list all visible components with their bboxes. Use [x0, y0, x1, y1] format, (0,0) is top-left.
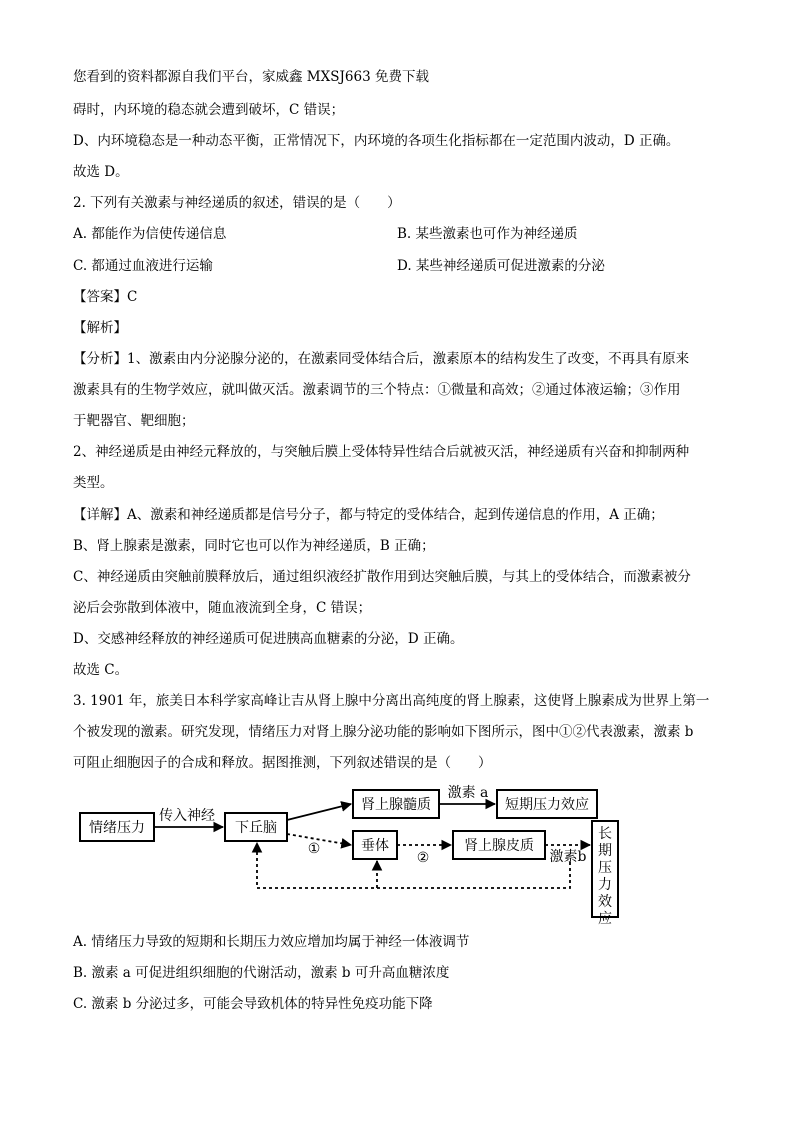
analysis-line: 2、神经递质是由神经元释放的，与突触后膜上受体特异性结合后就被灭活，神经递质有兴奋和抑制两种 [73, 444, 690, 460]
option-2a: A. 都能作为信使传递信息 [73, 226, 227, 242]
short-term-label: 短期压力效应 [505, 797, 589, 813]
nerve-label: 传入神经 [159, 808, 215, 824]
analysis-line: B、肾上腺素是激素，同时它也可以作为神经递质，B 正确； [73, 538, 435, 554]
text-line: D、内环境稳态是一种动态平衡，正常情况下，内环境的各项生化指标都在一定范围内波动，D 正确。 [73, 133, 680, 149]
text-line: 碍时，内环境的稳态就会遭到破坏，C 错误； [73, 102, 345, 118]
question-3-stem: 3. 1901 年，旅美日本科学家高峰让吉从肾上腺中分离出高纯度的肾上腺素，这使肾上腺素成为世界上第一 [73, 693, 710, 709]
text-line: 故选 D。 [73, 164, 129, 180]
option-2b: B. 某些激素也可作为神经递质 [397, 226, 578, 242]
question-2-stem: 2. 下列有关激素与神经递质的叙述，错误的是（ ） [73, 195, 401, 211]
option-3b: B. 激素 a 可促进组织细胞的代谢活动，激素 b 可升高血糖浓度 [73, 965, 450, 981]
analysis-line: 故选 C。 [73, 662, 129, 678]
option-2d: D. 某些神经递质可促进激素的分泌 [397, 258, 605, 274]
option-3a: A. 情绪压力导致的短期和长期压力效应增加均属于神经一体液调节 [73, 934, 470, 950]
medulla-label: 肾上腺髓质 [361, 797, 431, 813]
analysis-line: 泌后会弥散到体液中，随血液流到全身，C 错误； [73, 600, 372, 616]
analysis-line: D、交感神经释放的神经递质可促进胰高血糖素的分泌，D 正确。 [73, 631, 464, 647]
question-3-stem: 可阻止细胞因子的合成和释放。据图推测，下列叙述错误的是（ ） [73, 755, 492, 771]
pituitary-label: 垂体 [361, 838, 389, 854]
hormone-a-label: 激素 a [447, 785, 489, 801]
question-3-stem: 个被发现的激素。研究发现，情绪压力对肾上腺分泌功能的影响如下图所示，图中①②代表激素，激素 b [73, 724, 694, 740]
analysis-line: 【详解】A、激素和神经递质都是信号分子，都与特定的受体结合，起到传递信息的作用，A 正确； [73, 507, 664, 523]
hormone-b-label: 激素b [549, 849, 587, 865]
cortex-label: 肾上腺皮质 [464, 838, 534, 854]
answer: 【答案】C [73, 289, 138, 305]
emotion-label: 情绪压力 [89, 820, 145, 836]
analysis-line: C、神经递质由突触前膜释放后，通过组织液经扩散作用到达突触后膜，与其上的受体结合，而激素被分 [73, 569, 691, 585]
analysis-line: 激素具有的生物学效应，就叫做灭活。激素调节的三个特点：①微量和高效；②通过体液运输；③作用 [73, 382, 681, 398]
analysis-line: 【分析】1、激素由内分泌腺分泌的，在激素同受体结合后，激素原本的结构发生了改变，不再具有原来 [73, 351, 690, 367]
analysis-line: 于靶器官、靶细胞； [73, 413, 195, 429]
hypo-medulla-arrow [287, 804, 351, 820]
analysis-label: 【解析】 [73, 320, 127, 336]
analysis-line: 类型。 [73, 475, 114, 491]
mark-2: ② [416, 850, 430, 866]
option-2c: C. 都通过血液进行运输 [73, 258, 213, 274]
mark-1: ① [307, 841, 321, 857]
long-term-label: 长期压力效应 [598, 826, 612, 927]
page-header: 您看到的资料都源自我们平台，家威鑫 MXSJ663 免费下载 [73, 69, 429, 85]
hypothalamus-label: 下丘脑 [235, 820, 277, 836]
option-3c: C. 激素 b 分泌过多，可能会导致机体的特异性免疫功能下降 [73, 996, 433, 1012]
